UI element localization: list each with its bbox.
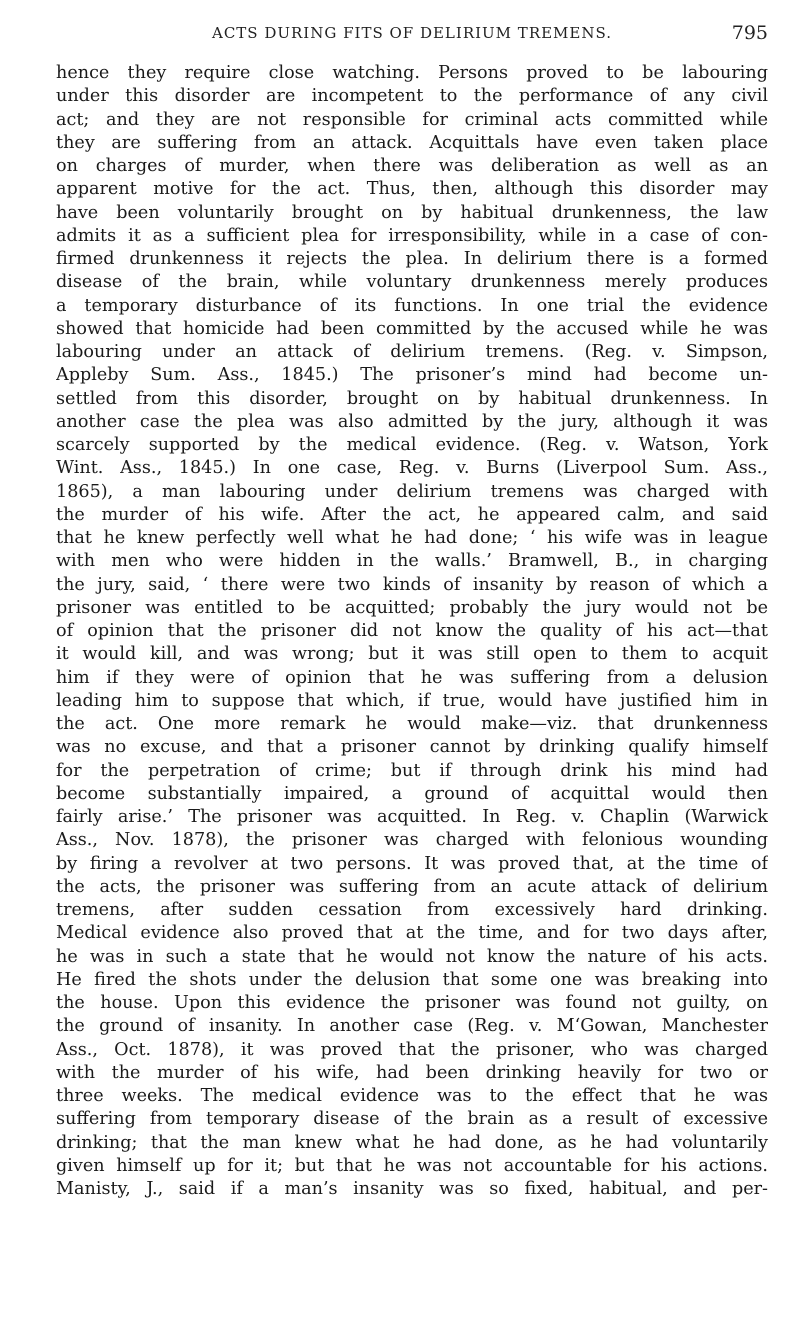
text-line: three weeks. The medical evidence was to the effect that he was bbox=[56, 1086, 768, 1106]
text-line: admits it as a sufficient plea for irresponsibility, while in a case of con- bbox=[56, 225, 768, 246]
text-line: they are suffering from an attack. Acquittals have even taken place bbox=[56, 132, 768, 153]
text-line: tremens, after sudden cessation from excessively hard drinking. bbox=[56, 900, 768, 920]
text-line: Ass., Oct. 1878), it was proved that the prisoner, who was charged bbox=[56, 1039, 768, 1060]
text-line: the ground of insanity. In another case (Reg. v. M‘Gowan, Manchester bbox=[56, 1016, 768, 1037]
body-text bbox=[56, 62, 768, 1201]
text-line: apparent motive for the act. Thus, then, although this disorder may bbox=[56, 179, 768, 200]
text-line: for the perpetration of crime; but if through drink his mind had bbox=[56, 760, 768, 781]
text-line: the house. Upon this evidence the prisoner was found not guilty, on bbox=[56, 993, 768, 1013]
text-line: of opinion that the prisoner did not know the quality of his act—that bbox=[56, 621, 768, 641]
text-line: on charges of murder, when there was deliberation as well as an bbox=[56, 156, 768, 176]
text-line: drinking; that the man knew what he had done, as he had voluntarily bbox=[56, 1132, 768, 1153]
text-line: leading him to suppose that which, if true, would have justified him in bbox=[56, 690, 768, 711]
text-line: with men who were hidden in the walls.’ Bramwell, B., in charging bbox=[56, 551, 768, 572]
text-line: given himself up for it; but that he was not accountable for his actions. bbox=[56, 1155, 768, 1176]
text-line: by firing a revolver at two persons. It was proved that, at the time of bbox=[56, 853, 768, 874]
text-line: scarcely supported by the medical evidence. (Reg. v. Watson, York bbox=[56, 435, 768, 455]
text-line: the act. One more remark he would make—viz. that drunkenness bbox=[56, 714, 768, 734]
text-line: prisoner was entitled to be acquitted; probably the jury would not be bbox=[56, 597, 768, 618]
text-line: firmed drunkenness it rejects the plea. In delirium there is a formed bbox=[56, 249, 768, 269]
text-line: fairly arise.’ The prisoner was acquitted. In Reg. v. Chaplin (Warwick bbox=[56, 807, 768, 827]
text-line: have been voluntarily brought on by habitual drunkenness, the law bbox=[56, 202, 768, 223]
text-line: Appleby Sum. Ass., 1845.) The prisoner’s mind had become un- bbox=[56, 365, 768, 386]
text-line: act; and they are not responsible for criminal acts committed while bbox=[56, 109, 768, 130]
text-line: the jury, said, ‘ there were two kinds of insanity by reason of which a bbox=[56, 574, 768, 595]
text-line: settled from this disorder, brought on by habitual drunkenness. In bbox=[56, 388, 768, 409]
text-line: Wint. Ass., 1845.) In one case, Reg. v. Burns (Liverpool Sum. Ass., bbox=[56, 458, 768, 479]
page-number: 795 bbox=[731, 22, 768, 44]
text-line: showed that homicide had been committed by the accused while he was bbox=[56, 318, 768, 339]
text-line: suffering from temporary disease of the brain as a result of excessive bbox=[56, 1109, 768, 1130]
text-line: Medical evidence also proved that at the time, and for two days after, bbox=[56, 923, 768, 944]
text-line: with the murder of his wife, had been drinking heavily for two or bbox=[56, 1062, 768, 1083]
text-line: labouring under an attack of delirium tremens. (Reg. v. Simpson, bbox=[56, 342, 768, 362]
book-page bbox=[56, 20, 768, 1308]
text-line: the murder of his wife. After the act, he appeared calm, and said bbox=[56, 504, 768, 525]
text-line: was no excuse, and that a prisoner cannot by drinking qualify himself bbox=[56, 737, 768, 758]
text-line: another case the plea was also admitted by the jury, although it was bbox=[56, 411, 768, 432]
text-line: 1865), a man labouring under delirium tremens was charged with bbox=[56, 481, 768, 502]
text-line: he was in such a state that he would not know the nature of his acts. bbox=[56, 946, 768, 967]
text-line: Ass., Nov. 1878), the prisoner was charged with felonious wounding bbox=[56, 830, 768, 851]
text-line: the acts, the prisoner was suffering from an acute attack of delirium bbox=[56, 876, 768, 897]
text-line: disease of the brain, while voluntary drunkenness merely produces bbox=[56, 272, 768, 293]
text-line: He fired the shots under the delusion that some one was breaking into bbox=[56, 969, 768, 990]
text-line: it would kill, and was wrong; but it was still open to them to acquit bbox=[56, 644, 768, 665]
text-line: Manisty, J., said if a man’s insanity was so fixed, habitual, and per- bbox=[56, 1179, 768, 1199]
text-line: that he knew perfectly well what he had done; ‘ his wife was in league bbox=[56, 528, 768, 548]
running-title: ACTS DURING FITS OF DELIRIUM TREMENS. bbox=[211, 24, 613, 42]
text-line: a temporary disturbance of its functions. In one trial the evidence bbox=[56, 295, 768, 316]
text-line: hence they require close watching. Persons proved to be labouring bbox=[56, 63, 768, 83]
text-line: become substantially impaired, a ground of acquittal would then bbox=[56, 783, 768, 804]
running-head bbox=[56, 20, 768, 56]
text-line: under this disorder are incompetent to the performance of any civil bbox=[56, 86, 768, 107]
text-line: him if they were of opinion that he was suffering from a delusion bbox=[56, 667, 768, 688]
